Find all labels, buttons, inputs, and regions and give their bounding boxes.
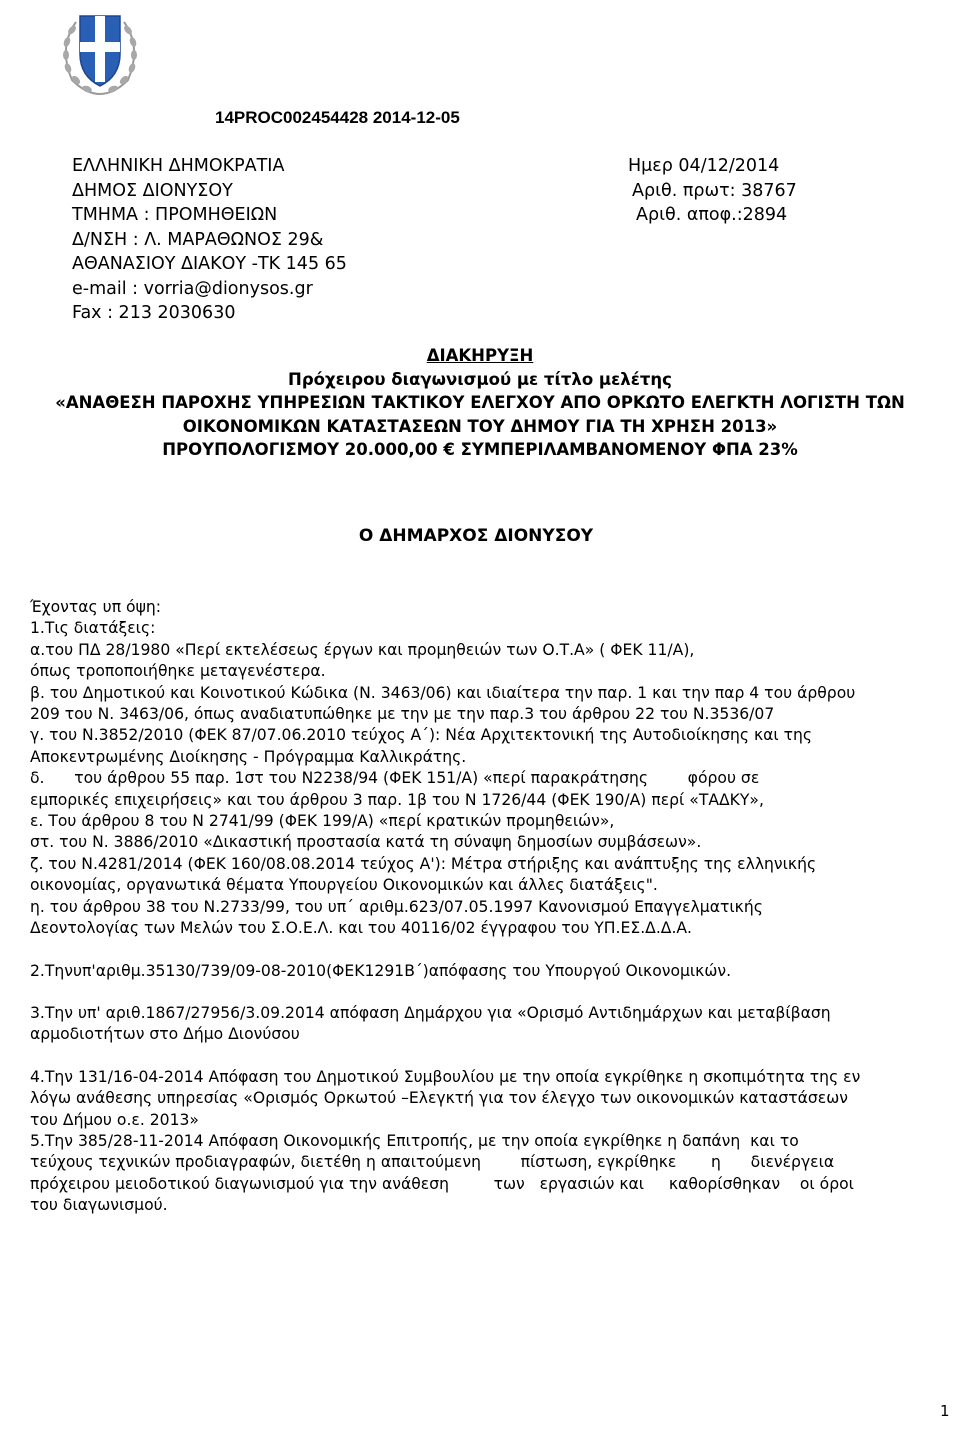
- greek-emblem-icon: [36, 2, 164, 98]
- body-line: πρόχειρου μειοδοτικού διαγωνισμού για την ανάθεση των εργασιών και καθορίσθηκαν οι όροι: [30, 1174, 854, 1193]
- body-line: α.του ΠΔ 28/1980 «Περί εκτελέσεως έργων και προμηθειών των Ο.Τ.Α» ( ΦΕΚ 11/Α),: [30, 640, 695, 659]
- body-line: εμπορικές επιχειρήσεις» και του άρθρου 3 παρ. 1β του Ν 1726/44 (ΦΕΚ 190/Α) περί «ΤΑΔΚΥ»,: [30, 790, 764, 809]
- body-line: του Δήμου ο.ε. 2013»: [30, 1110, 199, 1129]
- sender-line: ΕΛΛΗΝΙΚΗ ΔΗΜΟΚΡΑΤΙΑ: [72, 156, 285, 176]
- body-line: δ. του άρθρου 55 παρ. 1στ του Ν2238/94 (ΦΕΚ 151/Α) «περί παρακράτησης φόρου σε: [30, 769, 760, 788]
- title-block: [0, 344, 960, 462]
- body-line: 4.Την 131/16-04-2014 Απόφαση του Δημοτικού Συμβουλίου με την οποία εγκρίθηκε η σκοπιμότητα της εν: [30, 1067, 861, 1086]
- body-line: 5.Την 385/28-11-2014 Απόφαση Οικονομικής Επιτροπής, με την οποία εγκρίθηκε η δαπάνη και το: [30, 1131, 799, 1150]
- mayor-heading: Ο ΔΗΜΑΡΧΟΣ ΔΙΟΝΥΣΟΥ: [358, 526, 594, 546]
- body-line: στ. του Ν. 3886/2010 «Δικαστική προστασία κατά τη σύναψη δημοσίων συμβάσεων».: [30, 833, 702, 852]
- document-title: ΔΙΑΚΗΡΥΞΗ: [426, 346, 534, 365]
- body-line: η. του άρθρου 38 του Ν.2733/99, του υπ΄ αριθμ.623/07.05.1997 Κανονισμού Επαγγελματικής: [30, 897, 763, 916]
- reference-block: [628, 154, 797, 228]
- body-line: του διαγωνισμού.: [30, 1196, 168, 1215]
- budget-line: ΠΡΟΥΠΟΛΟΓΙΣΜΟΥ 20.000,00 € ΣΥΜΠΕΡΙΛΑΜΒΑΝΟΜΕΝΟΥ ΦΠΑ 23%: [162, 440, 798, 459]
- body-line: όπως τροποποιήθηκε μεταγενέστερα.: [30, 662, 326, 681]
- body-line: Δεοντολογίας των Μελών του Σ.Ο.Ε.Λ. και του 40116/02 έγγραφου του ΥΠ.ΕΣ.Δ.Δ.Α.: [30, 919, 693, 938]
- body-line: 1.Τις διατάξεις:: [30, 619, 156, 638]
- document-body: [30, 597, 957, 1217]
- body-line: τεύχους τεχνικών προδιαγραφών, διετέθη η απαιτούμενη πίστωση, εγκρίθηκε η διενέργεια: [30, 1153, 835, 1172]
- sender-line: ΑΘΑΝΑΣΙΟΥ ΔΙΑΚΟΥ -ΤΚ 145 65: [72, 254, 347, 274]
- title-line: «ΑΝΑΘΕΣΗ ΠΑΡΟΧΗΣ ΥΠΗΡΕΣΙΩΝ ΤΑΚΤΙΚΟΥ ΕΛΕΓΧΟΥ ΑΠΟ ΟΡΚΩΤΟ ΕΛΕΓΚΤΗ ΛΟΓΙΣΤΗ ΤΩΝ: [55, 393, 905, 412]
- sender-email: e-mail : vorria@dionysos.gr: [72, 278, 313, 299]
- body-line: γ. του Ν.3852/2010 (ΦΕΚ 87/07.06.2010 τεύχος Α΄): Νέα Αρχιτεκτονική της Αυτοδιοίκησης και της: [30, 726, 813, 745]
- body-line: Έχοντας υπ όψη:: [30, 598, 162, 616]
- body-line: β. του Δημοτικού και Κοινοτικού Κώδικα (Ν. 3463/06) και ιδιαίτερα την παρ. 1 και την παρ 4 του άρθρου: [30, 683, 856, 702]
- page-number: 1: [940, 1402, 950, 1420]
- sender-fax: Fax : 213 2030630: [72, 303, 236, 323]
- body-line: Αποκεντρωμένης Διοίκησης - Πρόγραμμα Καλλικράτης.: [30, 747, 467, 766]
- protocol-number: Αριθ. πρωτ: 38767: [632, 180, 797, 201]
- title-line: Πρόχειρου διαγωνισμού με τίτλο μελέτης: [288, 369, 672, 389]
- body-line: ε. Του άρθρου 8 του Ν 2741/99 (ΦΕΚ 199/Α) «περί κρατικών προμηθειών»,: [30, 812, 615, 831]
- sender-line: ΔΗΜΟΣ ΔΙΟΝΥΣΟΥ: [72, 180, 233, 201]
- body-line: 2.Τηνυπ'αριθμ.35130/739/09-08-2010(ΦΕΚ1291Β΄)απόφασης του Υπουργού Οικονομικών.: [30, 961, 732, 980]
- body-line: λόγω ανάθεσης υπηρεσίας «Ορισμός Ορκωτού –Ελεγκτή για τον έλεγχο των οικονομικών καταστάσεων: [30, 1089, 848, 1108]
- document-id: 14PROC002454428 2014-12-05: [215, 108, 460, 127]
- sender-block: [72, 154, 347, 326]
- body-line: 3.Την υπ' αριθ.1867/27956/3.09.2014 απόφαση Δημάρχου για «Ορισμό Αντιδημάρχων και μεταβίβαση: [30, 1003, 831, 1022]
- title-line: ΟΙΚΟΝΟΜΙΚΩΝ ΚΑΤΑΣΤΑΣΕΩΝ ΤΟΥ ΔΗΜΟΥ ΓΙΑ ΤΗ ΧΡΗΣΗ 2013»: [182, 416, 778, 436]
- decision-number: Αριθ. αποφ.:2894: [636, 205, 788, 225]
- body-line: 209 του Ν. 3463/06, όπως αναδιατυπώθηκε με την με την παρ.3 του άρθρου 22 του Ν.3536/07: [30, 705, 775, 724]
- sender-line: ΤΜΗΜΑ : ΠΡΟΜΗΘΕΙΩΝ: [72, 205, 278, 225]
- body-line: αρμοδιοτήτων στο Δήμο Διονύσου: [30, 1025, 300, 1044]
- document-date: Ημερ 04/12/2014: [628, 156, 780, 176]
- body-line: ζ. του Ν.4281/2014 (ΦΕΚ 160/08.08.2014 τεύχος Α'): Μέτρα στήριξης και ανάπτυξης της ελληνικής: [30, 854, 817, 873]
- sender-line: Δ/ΝΣΗ : Λ. ΜΑΡΑΘΩΝΟΣ 29&: [72, 229, 324, 250]
- body-line: οικονομίας, οργανωτικά θέματα Υπουργείου Οικονομικών και άλλες διατάξεις".: [30, 876, 658, 895]
